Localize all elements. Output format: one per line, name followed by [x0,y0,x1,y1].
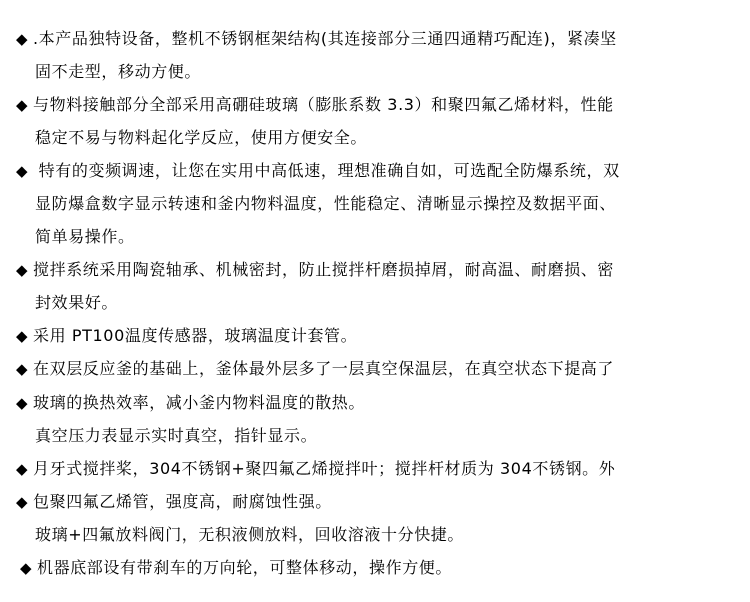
feature-text: 搅拌系统采用陶瓷轴承、机械密封，防止搅拌杆磨损掉屑，耐高温、耐磨损、密 [33,260,615,279]
feature-line-17 [20,558,452,580]
feature-line-7 [35,227,135,249]
feature-text: 在双层反应釜的基础上，釜体最外层多了一层真空保温层，在真空状态下提高了 [33,359,615,378]
feature-line-9 [35,293,118,315]
feature-line-4 [35,128,367,150]
feature-line-8 [16,260,614,282]
feature-text: 玻璃+四氟放料阀门，无积液侧放料，回收溶液十分快捷。 [35,525,465,544]
feature-line-2 [35,62,201,84]
feature-text: 固不走型，移动方便。 [35,62,202,81]
bullet-diamond-icon: ◆ [20,559,33,577]
feature-line-13 [35,426,317,448]
bullet-diamond-icon: ◆ [16,360,29,378]
bullet-diamond-icon: ◆ [16,327,29,345]
feature-line-15 [16,492,332,514]
bullet-diamond-icon: ◆ [16,96,29,114]
feature-line-1 [16,29,617,51]
feature-line-6 [35,194,616,216]
feature-text: 真空压力表显示实时真空，指针显示。 [35,426,318,445]
feature-line-11 [16,359,614,381]
feature-text: .本产品独特设备，整机不锈钢框架结构(其连接部分三通四通精巧配连)，紧凑坚 [33,29,617,48]
feature-line-12 [16,393,365,415]
bullet-diamond-icon: ◆ [16,261,29,279]
feature-line-10 [16,326,357,348]
bullet-diamond-icon: ◆ [16,460,29,478]
feature-text: 与物料接触部分全部采用高硼硅玻璃（膨胀系数 3.3）和聚四氟乙烯材料，性能 [33,95,614,114]
feature-text: 玻璃的换热效率，减小釜内物料温度的散热。 [33,393,366,412]
feature-text: 机器底部设有带刹车的万向轮，可整体移动，操作方便。 [37,558,453,577]
feature-text: 月牙式搅拌桨，304不锈钢+聚四氟乙烯搅拌叶；搅拌杆材质为 304不锈钢。外 [33,459,616,478]
bullet-diamond-icon: ◆ [16,30,29,48]
feature-text: 简单易操作。 [35,227,135,246]
feature-text: 封效果好。 [35,293,119,312]
feature-text: 显防爆盒数字显示转速和釜内物料温度，性能稳定、清晰显示操控及数据平面、 [35,194,617,213]
feature-line-16 [35,525,464,547]
feature-text: 包聚四氟乙烯管，强度高，耐腐蚀性强。 [33,492,332,511]
feature-text: 采用 PT100温度传感器，玻璃温度计套管。 [33,326,358,345]
feature-text: 稳定不易与物料起化学反应，使用方便安全。 [35,128,368,147]
feature-line-14 [16,459,615,481]
feature-line-3 [16,95,614,117]
bullet-diamond-icon: ◆ [16,394,29,412]
bullet-diamond-icon: ◆ [16,493,29,511]
bullet-diamond-icon: ◆ [16,162,29,180]
feature-text: 特有的变频调速，让您在实用中高低速，理想准确自如，可选配全防爆系统，双 [33,161,620,180]
feature-line-5 [16,161,620,183]
